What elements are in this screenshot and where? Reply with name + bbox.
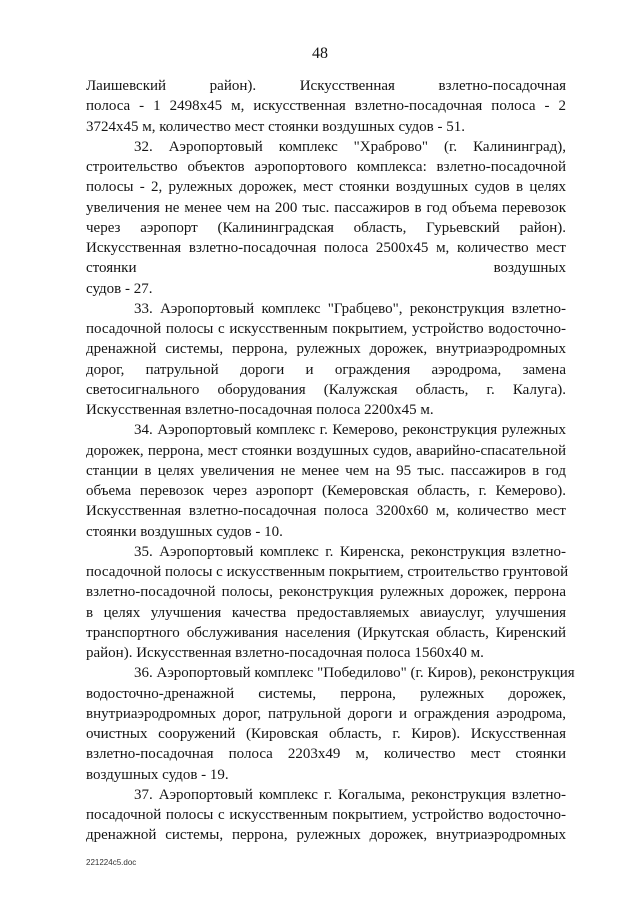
text-line: светосигнального оборудования (Калужская область, г. Калуга). bbox=[86, 381, 566, 398]
text-line: водосточно-дренажной системы, перрона, рулежных дорожек, bbox=[86, 685, 566, 702]
paragraph-33 bbox=[86, 299, 566, 421]
text-line: 33. Аэропортовый комплекс "Грабцево", реконструкция взлетно- bbox=[134, 300, 566, 317]
text-line: посадочной полосы с искусственным покрытием, устройство водосточно- bbox=[86, 321, 566, 337]
text-line: 37. Аэропортовый комплекс г. Когалыма, реконструкция взлетно- bbox=[134, 786, 566, 803]
text-line: объема перевозок через аэропорт (Кемеровская область, г. Кемерово). bbox=[86, 483, 566, 499]
text-line: Искусственная взлетно-посадочная полоса 3200х60 м, количество мест bbox=[86, 503, 566, 520]
text-line: дренажной системы, перрона, рулежных дорожек, внутриаэродромных bbox=[86, 827, 566, 844]
document-filename-footer: 221224c5.doc bbox=[86, 858, 137, 867]
page-number: 48 bbox=[312, 45, 328, 62]
text-line: станции в целях увеличения не менее чем на 95 тыс. пассажиров в год bbox=[86, 462, 566, 479]
text-line: стоянки воздушных судов - 10. bbox=[86, 523, 283, 540]
paragraph-35 bbox=[86, 542, 569, 664]
text-line: 3724х45 м, количество мест стоянки воздушных судов - 51. bbox=[86, 118, 465, 135]
text-line: судов - 27. bbox=[86, 280, 153, 297]
text-line: взлетно-посадочная полоса 2203х49 м, количество мест стоянки bbox=[86, 746, 566, 763]
paragraph-34 bbox=[86, 420, 566, 542]
text-line: Искусственная взлетно-посадочная полоса 2500х45 м, количество мест bbox=[86, 240, 566, 256]
text-line: 36. Аэропортовый комплекс "Победилово" (г. Киров), реконструкция bbox=[134, 665, 575, 682]
text-line: воздушных судов - 19. bbox=[86, 766, 229, 783]
text-line: дорожек, перрона, мест стоянки воздушных судов, аварийно-спасательной bbox=[86, 442, 566, 459]
text-line: 32. Аэропортовый комплекс "Храброво" (г. Калининград), bbox=[134, 138, 566, 155]
text-line: Лаишевский район). Искусственная взлетно-посадочная bbox=[86, 78, 566, 94]
text-line: полосы - 2, рулежных дорожек, мест стоянки воздушных судов в целях bbox=[86, 179, 566, 196]
text-line: транспортного обслуживания населения (Иркутская область, Киренский bbox=[86, 624, 566, 641]
text-line: полоса - 1 2498х45 м, искусственная взлетно-посадочная полоса - 2 bbox=[86, 98, 566, 115]
text-line: район). Искусственная взлетно-посадочная полоса 1560х40 м. bbox=[86, 645, 484, 661]
document-body bbox=[86, 76, 575, 846]
text-line: очистных сооружений (Кировская область, г. Киров). Искусственная bbox=[86, 726, 566, 742]
text-line: 35. Аэропортовый комплекс г. Киренска, реконструкция взлетно- bbox=[134, 543, 566, 560]
text-line: внутриаэродромных дорог, патрульной дороги и ограждения аэродрома, bbox=[86, 705, 566, 722]
text-line: Искусственная взлетно-посадочная полоса 2200х45 м. bbox=[86, 402, 434, 418]
text-line: посадочной полосы с искусственным покрытием, устройство водосточно- bbox=[86, 807, 566, 823]
text-line: в целях улучшения качества предоставляемых авиауслуг, улучшения bbox=[86, 604, 566, 621]
text-line: 34. Аэропортовый комплекс г. Кемерово, реконструкция рулежных bbox=[134, 422, 566, 439]
paragraph-36 bbox=[86, 663, 575, 785]
text-line: увеличения не менее чем на 200 тыс. пассажиров в год объема перевозок bbox=[86, 199, 566, 216]
paragraph-32 bbox=[86, 137, 566, 299]
text-line: строительство объектов аэропортового комплекса: взлетно-посадочной bbox=[86, 159, 566, 175]
text-line: дренажной системы, перрона, рулежных дорожек, внутриаэродромных bbox=[86, 341, 566, 358]
text-line: дорог, патрульной дороги и ограждения аэродрома, замена bbox=[86, 361, 566, 378]
text-line: стоянки воздушных bbox=[86, 260, 566, 277]
paragraph-31-continued bbox=[86, 76, 566, 137]
text-line: взлетно-посадочной полосы, реконструкция рулежных дорожек, перрона bbox=[86, 584, 566, 601]
text-line: через аэропорт (Калининградская область, Гурьевский район). bbox=[86, 219, 566, 236]
text-line: посадочной полосы с искусственным покрытием, строительство грунтовой bbox=[86, 564, 569, 580]
paragraph-37 bbox=[86, 785, 566, 846]
